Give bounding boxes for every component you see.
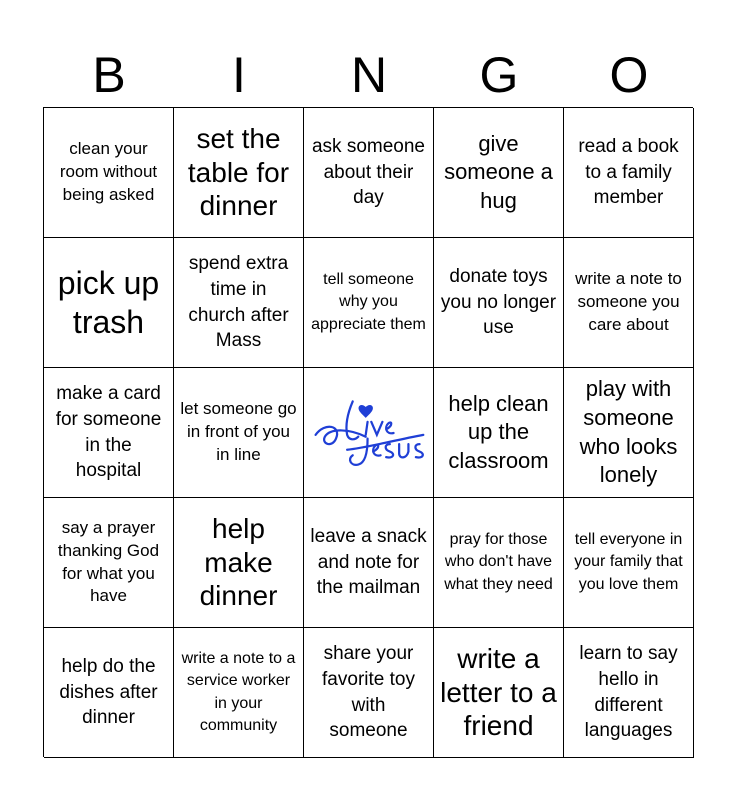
bingo-cell[interactable] <box>434 368 564 498</box>
cell-text: read a book to a family member <box>578 136 679 209</box>
bingo-cell[interactable] <box>304 108 434 238</box>
bingo-cell[interactable] <box>434 628 564 758</box>
bingo-cell[interactable] <box>564 498 694 628</box>
bingo-cell[interactable] <box>564 368 694 498</box>
cell-text: write a note to someone you care about <box>575 269 682 334</box>
bingo-cell[interactable] <box>304 498 434 628</box>
live-jesus-logo <box>310 391 427 475</box>
header-letter-b: B <box>92 47 126 103</box>
cell-text: pick up trash <box>57 265 160 340</box>
bingo-cell[interactable] <box>174 368 304 498</box>
bingo-cell[interactable] <box>434 238 564 368</box>
bingo-cell[interactable] <box>44 368 174 498</box>
bingo-cell[interactable] <box>564 628 694 758</box>
cell-text: help do the dishes after dinner <box>59 656 158 729</box>
cell-text: tell someone why you appreciate them <box>311 270 426 333</box>
cell-text: say a prayer thanking God for what you have <box>57 517 160 606</box>
header-letter-i: I <box>232 47 246 103</box>
bingo-cell[interactable] <box>434 498 564 628</box>
bingo-cell[interactable] <box>44 628 174 758</box>
free-space[interactable] <box>304 368 434 498</box>
cell-text: make a card for someone in the hospital <box>55 383 162 482</box>
bingo-cell[interactable] <box>44 238 174 368</box>
bingo-cell[interactable] <box>174 628 304 758</box>
cell-text: help make dinner <box>199 513 278 612</box>
bingo-cell[interactable] <box>304 238 434 368</box>
bingo-cell[interactable] <box>564 108 694 238</box>
cell-text: clean your room without being asked <box>59 139 158 204</box>
bingo-cell[interactable] <box>44 498 174 628</box>
header-letter-g: G <box>479 47 519 103</box>
cell-text: share your favorite toy with someone <box>322 643 415 742</box>
cell-text: write a note to a service worker in your community <box>181 649 296 734</box>
bingo-board <box>43 107 693 757</box>
cell-text: give someone a hug <box>444 130 553 213</box>
cell-text: leave a snack and note for the mailman <box>310 526 427 599</box>
cell-text: write a letter to a friend <box>440 643 557 742</box>
bingo-cell[interactable] <box>434 108 564 238</box>
cell-text: donate toys you no longer use <box>440 266 557 339</box>
cell-text: ask someone about their day <box>311 136 425 209</box>
bingo-cell[interactable] <box>564 238 694 368</box>
bingo-cell[interactable] <box>174 238 304 368</box>
bingo-cell[interactable] <box>174 498 304 628</box>
cell-text: help clean up the classroom <box>448 390 549 473</box>
cell-text: tell everyone in your family that you love them <box>574 530 683 593</box>
bingo-header <box>44 44 694 106</box>
bingo-cell[interactable] <box>44 108 174 238</box>
cell-text: let someone go in front of you in line <box>180 399 297 464</box>
header-letter-o: O <box>609 47 649 103</box>
cell-text: play with someone who looks lonely <box>579 376 678 488</box>
cell-text: spend extra time in church after Mass <box>188 253 289 352</box>
bingo-cell[interactable] <box>304 628 434 758</box>
cell-text: set the table for dinner <box>187 123 290 222</box>
cell-text: learn to say hello in different languages <box>579 643 678 742</box>
bingo-cell[interactable] <box>174 108 304 238</box>
header-letter-n: N <box>350 47 388 103</box>
cell-text: pray for those who don't have what they need <box>444 530 553 593</box>
